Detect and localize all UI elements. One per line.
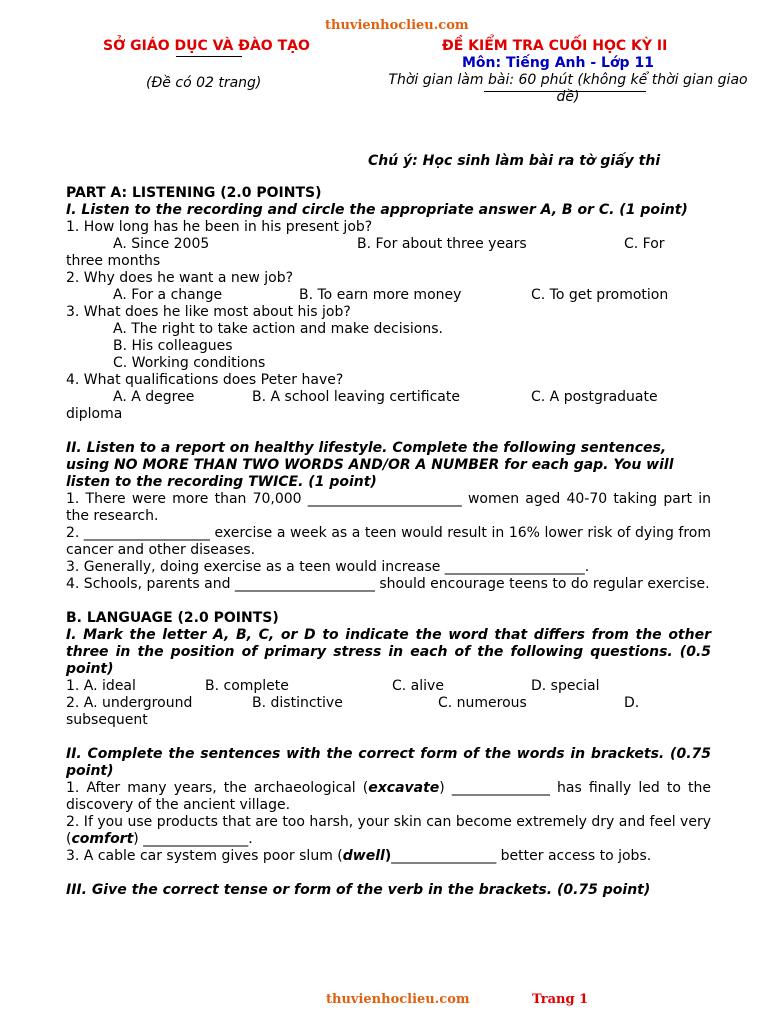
gap-sentence-4: 4. Schools, parents and ____________________ should encourage teens to do regular exercise.: [66, 576, 710, 592]
question-1-options: [66, 236, 711, 253]
stress-question-2: [66, 695, 711, 712]
word-form-sentence-1: [66, 780, 711, 814]
option: B. His colleagues: [113, 338, 233, 354]
question-3: 3. What does he like most about his job?: [66, 304, 351, 320]
bracket-word: excavate: [368, 780, 440, 796]
gap-sentence-3: 3. Generally, doing exercise as a teen would increase ____________________.: [66, 559, 590, 575]
part-b-section-1-title: I. Mark the letter A, B, C, or D to indicate the word that differs from the other three in the position of primary stress in each of the following questions. (0.5 point): [66, 627, 711, 677]
site-watermark-top: thuvienhoclieu.com: [325, 18, 469, 33]
option: B. A school leaving certificate: [252, 389, 460, 405]
page-number: Trang 1: [532, 992, 589, 1007]
option: B. For about three years: [357, 236, 527, 252]
sentence-text: 2. If you use products that are too harsh, your skin can become extremely dry and feel very (: [66, 814, 711, 847]
option: C. Working conditions: [113, 355, 266, 371]
part-a-section-1-title: I. Listen to the recording and circle the appropriate answer A, B or C. (1 point): [66, 202, 688, 218]
word-form-sentence-2: [66, 814, 711, 848]
option: A. The right to take action and make decisions.: [113, 321, 443, 337]
header-underline-left: [176, 56, 242, 57]
site-watermark-bottom: thuvienhoclieu.com: [326, 992, 470, 1007]
option: C. numerous: [438, 695, 527, 711]
part-b-section-3-title: III. Give the correct tense or form of the verb in the brackets. (0.75 point): [66, 882, 651, 898]
sentence-text: ) _______________.: [133, 831, 253, 847]
sentence-text: _______________ better access to jobs.: [391, 848, 652, 864]
option: C. To get promotion: [531, 287, 669, 303]
option-continuation: diploma: [66, 406, 123, 422]
exam-title: ĐỀ KIỂM TRA CUỐI HỌC KỲ II: [442, 38, 668, 54]
option: C. For: [624, 236, 665, 252]
option: A. Since 2005: [113, 236, 210, 252]
option: C. alive: [392, 678, 444, 694]
word-form-sentence-3: [66, 848, 711, 865]
option: D. special: [531, 678, 600, 694]
part-a-section-2-title: II. Listen to a report on healthy lifestyle. Complete the following sentences, using NO MORE THAN TWO WORDS AND/OR A NUMBER for each gap. You will listen to the recording TWICE. (1 point): [66, 440, 674, 490]
question-2-options: [66, 287, 711, 304]
header-underline-right: [484, 91, 646, 92]
option: C. A postgraduate: [531, 389, 658, 405]
question-1: 1. How long has he been in his present job?: [66, 219, 373, 235]
subject-line: Môn: Tiếng Anh - Lớp 11: [462, 55, 654, 71]
option: 2. A. underground: [66, 695, 193, 711]
option-continuation: three months: [66, 253, 161, 269]
sentence-text: ) ______________ has finally led to the discovery of the ancient village.: [66, 780, 711, 813]
gap-sentence-1: 1. There were more than 70,000 ______________________ women aged 40-70 taking part in the research.: [66, 491, 711, 524]
question-4-options: [66, 389, 711, 406]
part-b-section-2-title: II. Complete the sentences with the correct form of the words in brackets. (0.75 point): [66, 746, 711, 779]
option: 1. A. ideal: [66, 678, 136, 694]
gap-sentence-2: 2. __________________ exercise a week as a teen would result in 16% lower risk of dying from cancer and other diseases.: [66, 525, 711, 558]
option: D.: [624, 695, 640, 711]
option: B. complete: [205, 678, 289, 694]
option: B. To earn more money: [299, 287, 462, 303]
exam-notice: Chú ý: Học sinh làm bài ra tờ giấy thi: [368, 153, 661, 169]
option: A. A degree: [113, 389, 195, 405]
stress-question-1: [66, 678, 711, 695]
bracket-word: comfort: [71, 831, 134, 847]
option-continuation: subsequent: [66, 712, 148, 728]
department-name: SỞ GIÁO DỤC VÀ ĐÀO TẠO: [103, 38, 310, 54]
bracket-close: ): [384, 848, 392, 864]
time-note: Thời gian làm bài: 60 phút (không kể thời gian giao đề): [388, 72, 748, 105]
exam-body: [66, 185, 711, 899]
part-b-title: B. LANGUAGE (2.0 POINTS): [66, 610, 279, 626]
pages-note: (Đề có 02 trang): [146, 75, 262, 91]
bracket-word: dwell: [342, 848, 385, 864]
sentence-text: 1. After many years, the archaeological (: [66, 780, 369, 796]
question-2: 2. Why does he want a new job?: [66, 270, 294, 286]
option: B. distinctive: [252, 695, 343, 711]
part-a-title: PART A: LISTENING (2.0 POINTS): [66, 185, 322, 201]
sentence-text: 3. A cable car system gives poor slum (: [66, 848, 343, 864]
question-4: 4. What qualifications does Peter have?: [66, 372, 344, 388]
option: A. For a change: [113, 287, 223, 303]
